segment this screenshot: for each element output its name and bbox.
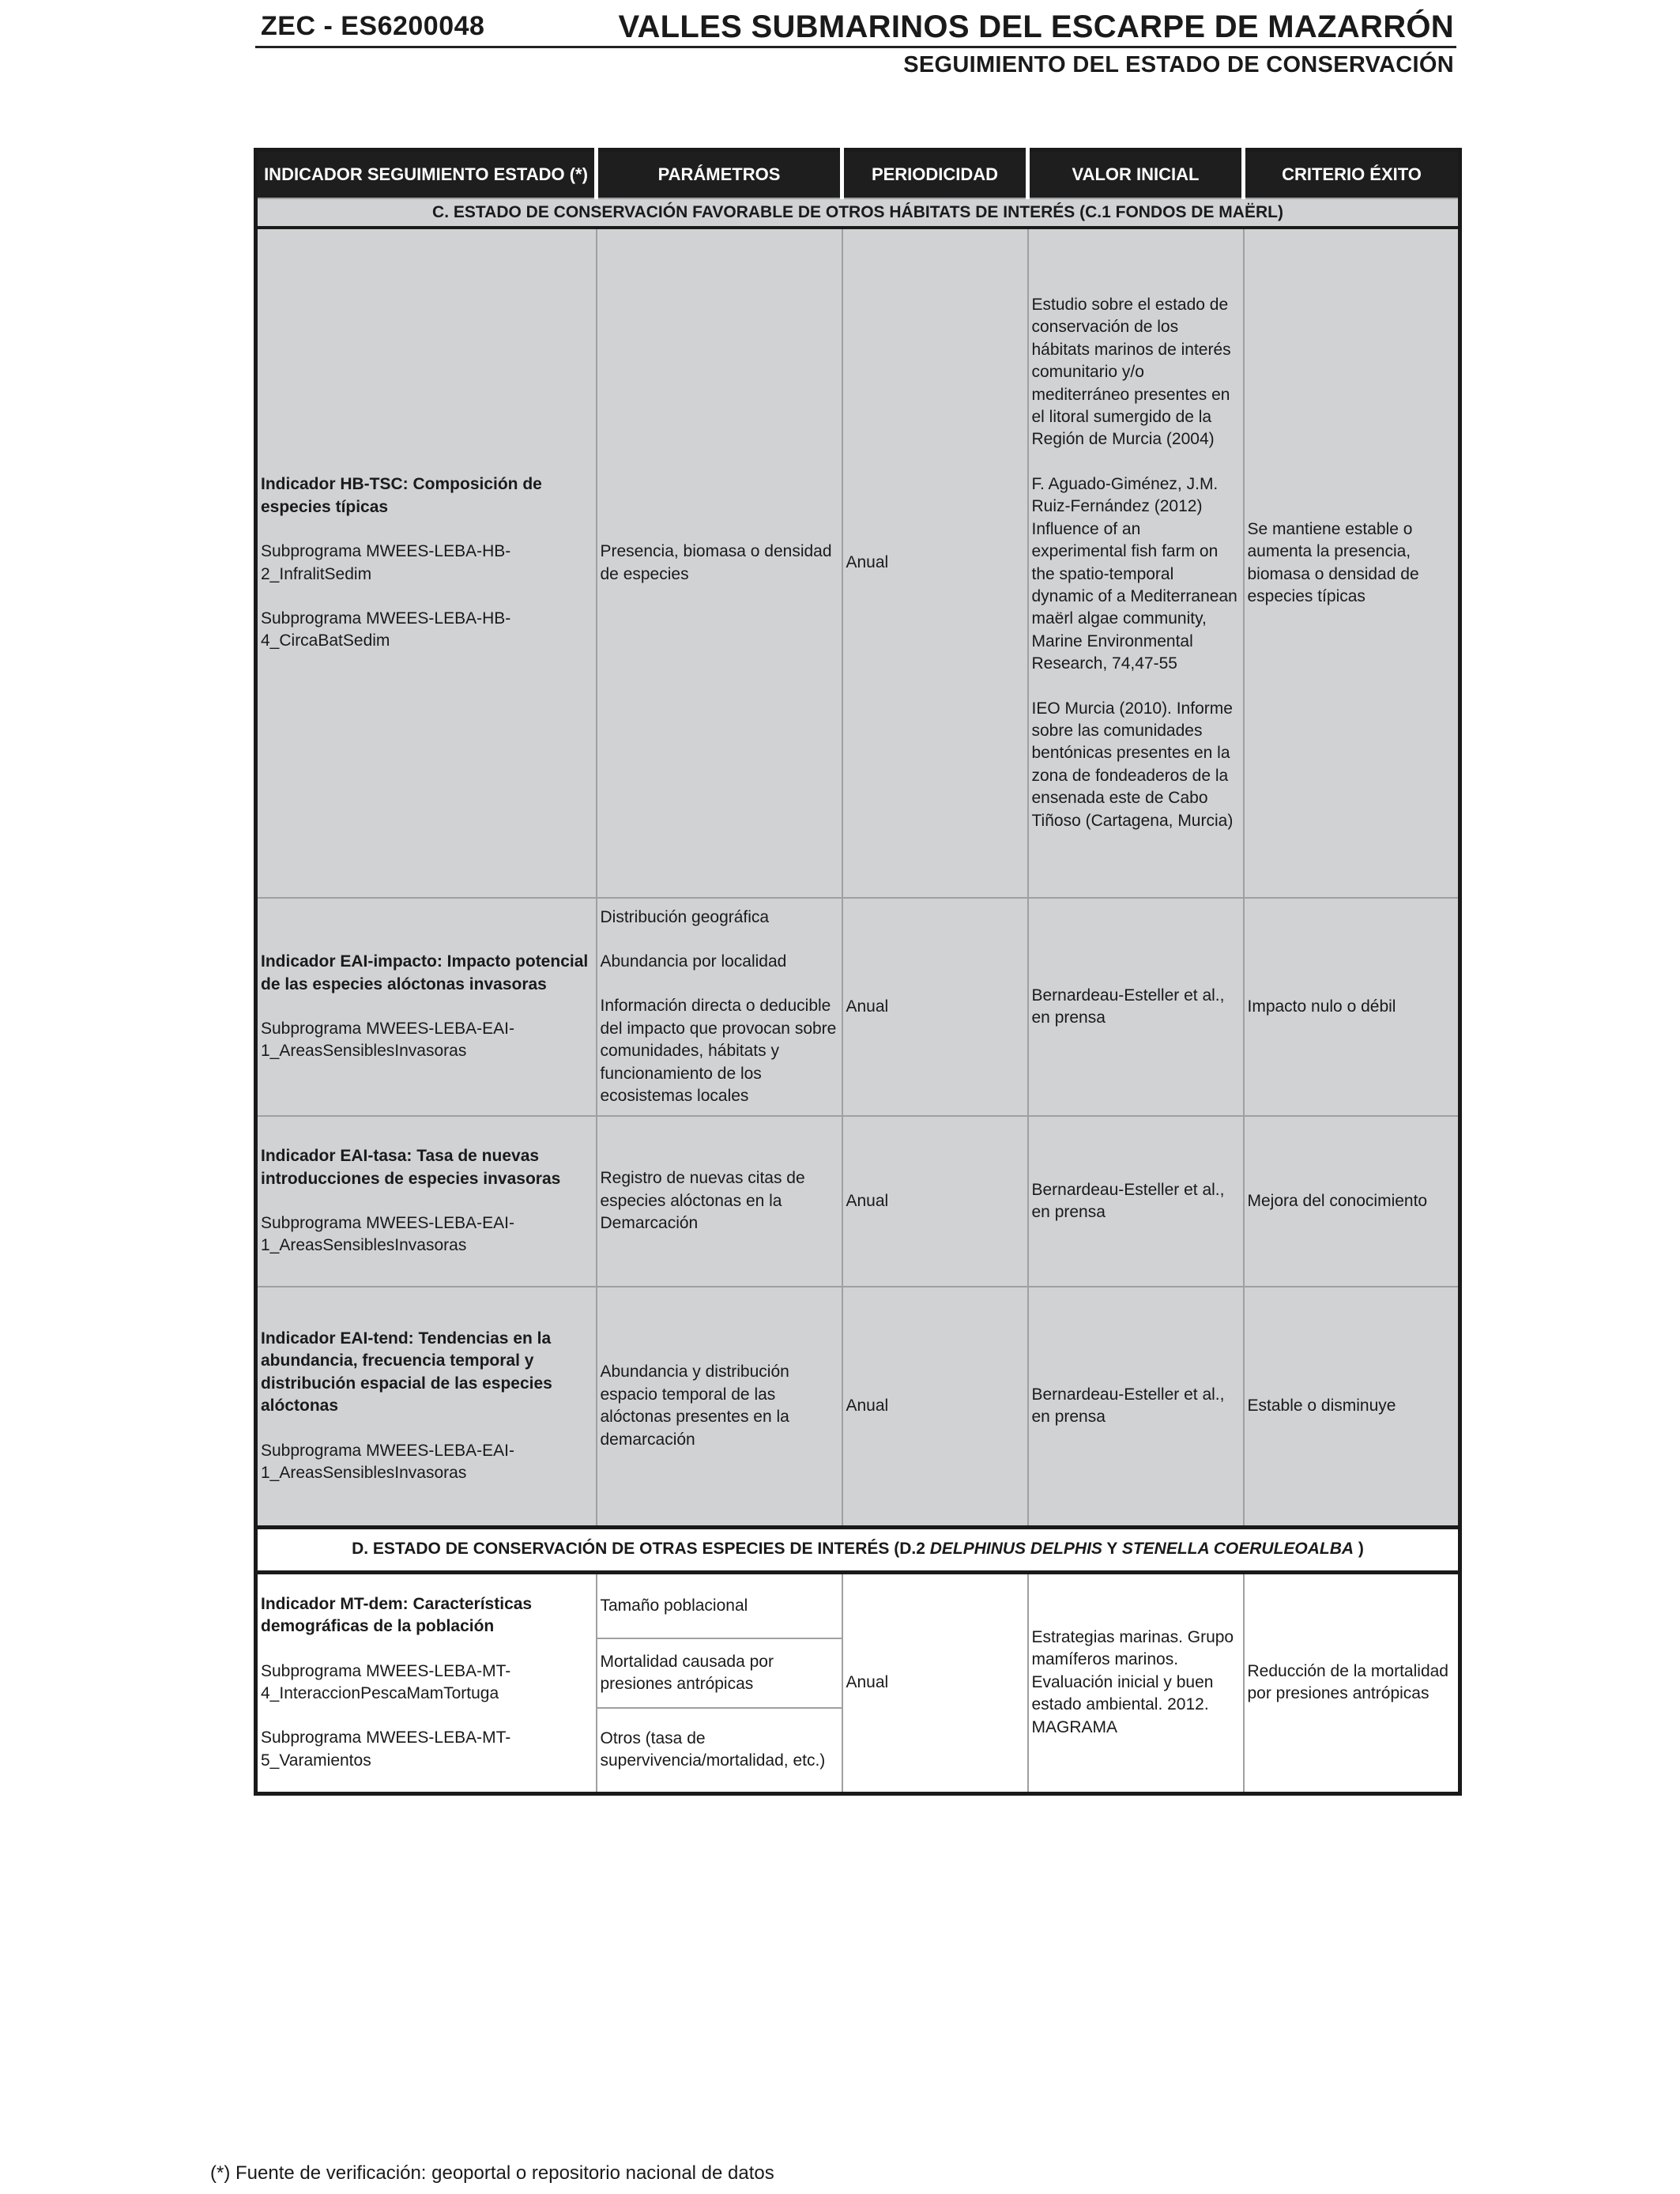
subprograma: Subprograma MWEES-LEBA-MT-4_InteraccionPescaMamTortuga — [261, 1661, 511, 1702]
indicator-title: Indicador HB-TSC: Composición de especies típicas — [261, 475, 542, 516]
section-suffix: ) — [1354, 1540, 1364, 1559]
reference: IEO Murcia (2010). Informe sobre las comunidades bentónicas presentes en la zona de fondeaderos de la ensenada este de Cabo Tiñoso (Cartagena, Murcia) — [1031, 699, 1234, 830]
subprograma: Subprograma MWEES-LEBA-EAI-1_AreasSensiblesInvasoras — [261, 1441, 514, 1483]
table-row — [256, 228, 1460, 898]
indicator-cell — [256, 1116, 597, 1287]
periodicidad-cell: Anual — [842, 1116, 1028, 1287]
subprograma: Subprograma MWEES-LEBA-HB-2_InfralitSedim — [261, 542, 511, 583]
column-header: INDICADOR SEGUIMIENTO ESTADO (*) — [256, 150, 597, 199]
indicator-cell — [256, 228, 597, 898]
reference: Estudio sobre el estado de conservación de los hábitats marinos de interés comunitario y/o mediterráneo presentes en el litoral sumergido de la Región de Murcia (2004) — [1031, 296, 1231, 449]
criterio-cell: Se mantiene estable o aumenta la presencia, biomasa o densidad de especies típicas — [1244, 228, 1460, 898]
column-header: PERIODICIDAD — [842, 150, 1028, 199]
column-header: PARÁMETROS — [597, 150, 842, 199]
reference: F. Aguado-Giménez, J.M. Ruiz-Fernández (2012) Influence of an experimental fish farm on the spatio-temporal dynamic of a Mediterranean maërl algae community, Marine Environmental Research, 74,47-55 — [1031, 474, 1237, 673]
section-heading-d — [256, 1527, 1460, 1572]
parametro: Registro de nuevas citas de especies alóctonas en la Demarcación — [600, 1169, 805, 1233]
parametros-cell — [597, 898, 842, 1116]
footnote: (*) Fuente de verificación: geoportal o repositorio nacional de datos — [210, 2162, 774, 2184]
parametro: Presencia, biomasa o densidad de especies — [600, 542, 832, 583]
criterio-cell: Estable o disminuye — [1244, 1287, 1460, 1527]
table-header-row — [256, 150, 1460, 199]
periodicidad-cell: Anual — [842, 898, 1028, 1116]
criterio-cell: Mejora del conocimiento — [1244, 1116, 1460, 1287]
column-header: CRITERIO ÉXITO — [1244, 150, 1460, 199]
table-row — [256, 1116, 1460, 1287]
valor-inicial-cell: Estrategias marinas. Grupo mamíferos marinos. Evaluación inicial y buen estado ambiental. 2012. MAGRAMA — [1028, 1572, 1244, 1793]
parametro-cell: Mortalidad causada por presiones antrópicas — [597, 1638, 842, 1708]
periodicidad-cell: Anual — [842, 228, 1028, 898]
parametro: Información directa o deducible del impacto que provocan sobre comunidades, hábitats y funcionamiento de los ecosistemas locales — [600, 997, 837, 1106]
page-subtitle: SEGUIMIENTO DEL ESTADO DE CONSERVACIÓN — [903, 52, 1454, 77]
subprograma: Subprograma MWEES-LEBA-MT-5_Varamientos — [261, 1728, 511, 1770]
parametro-cell: Tamaño poblacional — [597, 1572, 842, 1638]
valor-inicial-cell — [1028, 1116, 1244, 1287]
indicator-title: Indicador EAI-impacto: Impacto potencial de las especies alóctonas invasoras — [261, 952, 589, 993]
reference: Bernardeau-Esteller et al., en prensa — [1031, 986, 1225, 1027]
section-joiner: Y — [1102, 1540, 1122, 1559]
indicator-cell — [256, 1572, 597, 1793]
parametros-cell — [597, 228, 842, 898]
table-row — [256, 1572, 1460, 1638]
header-rule — [255, 46, 1456, 48]
parametro-cell: Otros (tasa de supervivencia/mortalidad, etc.) — [597, 1708, 842, 1793]
valor-inicial-cell — [1028, 228, 1244, 898]
site-code: ZEC - ES6200048 — [261, 11, 485, 41]
indicator-cell — [256, 898, 597, 1116]
section-title — [256, 1527, 1460, 1572]
parametros-cell — [597, 1116, 842, 1287]
parametro: Distribución geográfica — [600, 907, 770, 926]
indicator-cell — [256, 1287, 597, 1527]
parametro: Abundancia y distribución espacio temporal de las alóctonas presentes en la demarcación — [600, 1363, 789, 1449]
species-name: DELPHINUS DELPHIS — [929, 1540, 1102, 1559]
indicator-title: Indicador MT-dem: Características demográficas de la población — [261, 1594, 533, 1636]
reference: Bernardeau-Esteller et al., en prensa — [1031, 1385, 1225, 1427]
criterio-cell: Impacto nulo o débil — [1244, 898, 1460, 1116]
species-name: STENELLA COERULEOALBA — [1121, 1540, 1354, 1559]
table-row — [256, 898, 1460, 1116]
page-title: VALLES SUBMARINOS DEL ESCARPE DE MAZARRÓN — [618, 9, 1454, 44]
criterio-cell: Reducción de la mortalidad por presiones antrópicas — [1244, 1572, 1460, 1793]
indicator-title: Indicador EAI-tasa: Tasa de nuevas introducciones de especies invasoras — [261, 1147, 561, 1188]
section-title: C. ESTADO DE CONSERVACIÓN FAVORABLE DE OTROS HÁBITATS DE INTERÉS (C.1 FONDOS DE MAËRL) — [256, 198, 1460, 228]
parametro: Abundancia por localidad — [600, 952, 787, 971]
periodicidad-cell: Anual — [842, 1287, 1028, 1527]
subprograma: Subprograma MWEES-LEBA-EAI-1_AreasSensiblesInvasoras — [261, 1214, 514, 1255]
subprograma: Subprograma MWEES-LEBA-EAI-1_AreasSensiblesInvasoras — [261, 1020, 514, 1061]
monitoring-table — [254, 148, 1462, 1796]
periodicidad-cell: Anual — [842, 1572, 1028, 1793]
reference: Bernardeau-Esteller et al., en prensa — [1031, 1180, 1225, 1221]
section-heading-c — [256, 198, 1460, 228]
valor-inicial-cell — [1028, 898, 1244, 1116]
section-prefix: D. ESTADO DE CONSERVACIÓN DE OTRAS ESPECIES DE INTERÉS (D.2 — [352, 1540, 930, 1559]
indicator-title: Indicador EAI-tend: Tendencias en la abundancia, frecuencia temporal y distribución espacial de las especies alóctonas — [261, 1329, 552, 1416]
subprograma: Subprograma MWEES-LEBA-HB-4_CircaBatSedim — [261, 609, 511, 650]
valor-inicial-cell — [1028, 1287, 1244, 1527]
table-row — [256, 1287, 1460, 1527]
parametros-cell — [597, 1287, 842, 1527]
column-header: VALOR INICIAL — [1028, 150, 1244, 199]
